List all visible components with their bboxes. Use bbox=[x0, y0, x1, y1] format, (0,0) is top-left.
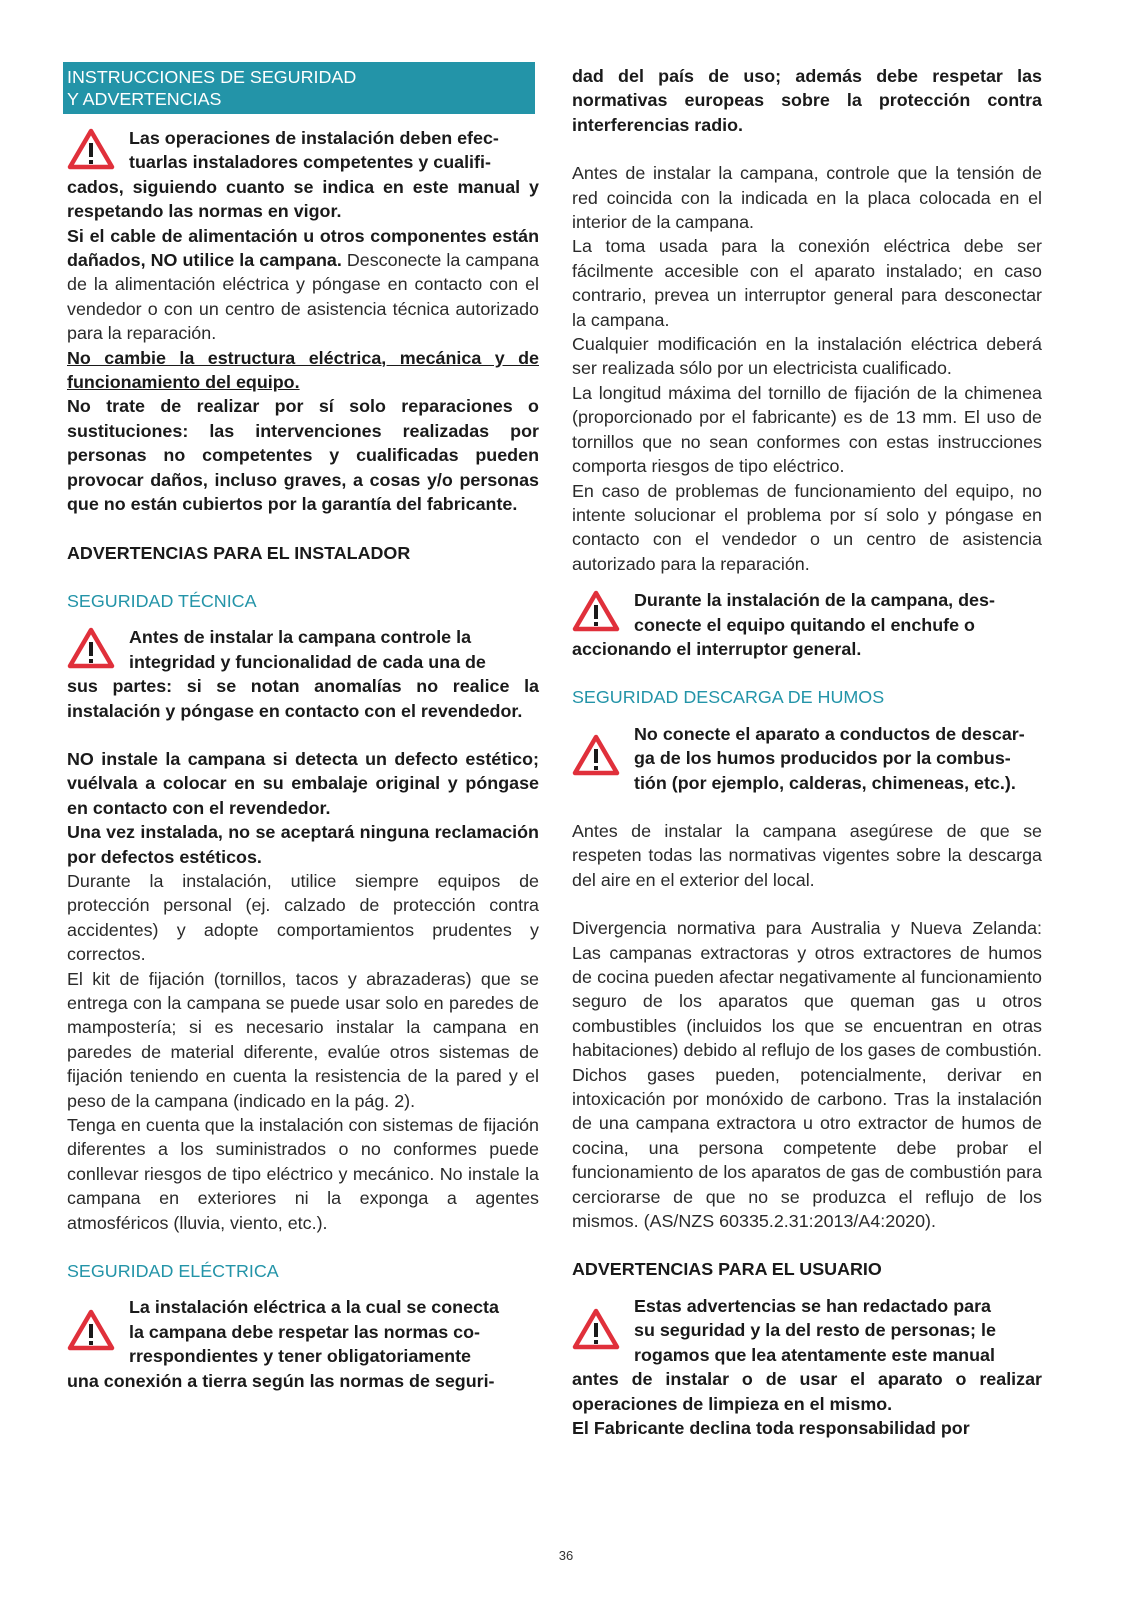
air-discharge-paragraph: Antes de instalar la campana asegúrese de que se respeten todas las normativas vigentes sobre la descarga del aire en el exterior del local. bbox=[572, 820, 1042, 890]
warning-text-line: No conecte el aparato a conductos de descar- bbox=[634, 723, 1025, 744]
warning-icon bbox=[572, 590, 620, 632]
warning-text-line: conecte el equipo quitando el enchufe o bbox=[634, 614, 975, 635]
warning-text-continuation: accionando el interruptor general. bbox=[572, 638, 862, 659]
screw-length-paragraph: La longitud máxima del tornillo de fijación de la chimenea (proporcionado por el fabricante) es de 13 mm. El uso de tornillos que no sean conformes con estas instrucciones comporta riesgos de tipo eléctrico. bbox=[572, 382, 1042, 477]
no-repair-paragraph: No trate de realizar por sí solo reparaciones o sustituciones: las intervenciones realizadas por personas no competentes y cualificadas pueden provocar daños, incluso graves, a cosas y/o personas que no están cubiertos por la garantía del fabricante. bbox=[67, 396, 539, 515]
warning-text-continuation: sus partes: si se notan anomalías no realice la instalación y póngase en contacto con el revendedor. bbox=[67, 676, 539, 721]
manufacturer-disclaimer: El Fabricante declina toda responsabilidad por bbox=[572, 1417, 970, 1438]
warning-text-line: La instalación eléctrica a la cual se conecta bbox=[129, 1297, 499, 1318]
warning-text-line: rogamos que lea atentamente este manual bbox=[634, 1344, 995, 1365]
electrical-safety-heading: SEGURIDAD ELÉCTRICA bbox=[67, 1261, 279, 1282]
warning-user bbox=[572, 1294, 1042, 1416]
header-line-1: INSTRUCCIONES DE SEGURIDAD bbox=[67, 67, 357, 87]
right-column bbox=[572, 64, 1042, 1440]
modification-paragraph: Cualquier modificación en la instalación eléctrica deberá ser realizada sólo por un electricista cualificado. bbox=[572, 334, 1042, 379]
aesthetic-defect-paragraph: NO instale la campana si detecta un defecto estético; vuélvala a colocar en su embalaje original y póngase en contacto con el revendedor. bbox=[67, 748, 539, 818]
warning-disconnect bbox=[572, 588, 1042, 661]
no-modify-paragraph: No cambie la estructura eléctrica, mecánica y de funcionamiento del equipo. bbox=[67, 347, 539, 393]
warning-installers bbox=[67, 126, 539, 224]
page-number: 36 bbox=[558, 1548, 574, 1563]
radio-interference-paragraph: dad del país de uso; además debe respetar las normativas europeas sobre la protección contra interferencias radio. bbox=[572, 66, 1042, 135]
warning-text-continuation: antes de instalar o de usar el aparato o realizar operaciones de limpieza en el mismo. bbox=[572, 1369, 1042, 1414]
warning-ducts bbox=[572, 722, 1042, 795]
warning-text-line: tión (por ejemplo, calderas, chimeneas, etc.). bbox=[634, 772, 1016, 793]
technical-safety-heading: SEGURIDAD TÉCNICA bbox=[67, 590, 257, 611]
socket-paragraph: La toma usada para la conexión eléctrica debe ser fácilmente accesible con el aparato instalado; en caso contrario, prevea un interruptor general para desconectar la campana. bbox=[572, 236, 1042, 330]
warning-text-line: Las operaciones de instalación deben efec- bbox=[129, 128, 499, 148]
warning-icon bbox=[67, 627, 115, 669]
bold-text: Si el cable de alimentación u otros componentes están dañados, NO utilice la campana. bbox=[67, 225, 539, 271]
cable-damage-paragraph bbox=[67, 224, 539, 346]
fixing-risks-paragraph: Tenga en cuenta que la instalación con sistemas de fijación diferentes a los suministrados o no conformes puede conllevar riesgos de tipo eléctrico y mecánico. No instale la campana en exteriores ni la exponga a agentes atmosféricos (lluvia, viento, etc.). bbox=[67, 1115, 539, 1233]
malfunction-paragraph: En caso de problemas de funcionamiento del equipo, no intente solucionar el problema por sí solo y póngase en contacto con el vendedor o un centro de asistencia autorizado para la reparación. bbox=[572, 480, 1042, 574]
warning-icon bbox=[572, 734, 620, 776]
warning-text-line: Estas advertencias se han redactado para bbox=[634, 1295, 991, 1316]
section-header bbox=[63, 62, 535, 114]
warning-text-line: su seguridad y la del resto de personas; le bbox=[634, 1320, 996, 1341]
warning-icon bbox=[572, 1308, 620, 1350]
warning-text-line: tuarlas instaladores competentes y cualifi- bbox=[129, 152, 491, 173]
warning-text-continuation: una conexión a tierra según las normas de seguri- bbox=[67, 1370, 495, 1391]
voltage-paragraph: Antes de instalar la campana, controle que la tensión de red coincida con la indicada en la placa colocada en el interior de la campana. bbox=[572, 163, 1042, 233]
warning-electrical bbox=[67, 1295, 539, 1393]
warning-icon bbox=[67, 1309, 115, 1351]
warning-text-line: la campana debe respetar las normas co- bbox=[129, 1321, 481, 1342]
installer-heading: ADVERTENCIAS PARA EL INSTALADOR bbox=[67, 542, 411, 563]
left-column bbox=[67, 62, 539, 1393]
warning-icon bbox=[67, 128, 115, 170]
normal-text: Desconecte la campana de la alimentación eléctrica y póngase en contacto con el vendedor o con un centro de asistencia técnica autorizado para la reparación. bbox=[67, 250, 539, 344]
no-claims-paragraph: Una vez instalada, no se aceptará ninguna reclamación por defectos estéticos. bbox=[67, 822, 539, 867]
warning-text-line: ga de los humos producidos por la combus- bbox=[634, 748, 1011, 769]
fixing-kit-paragraph: El kit de fijación (tornillos, tacos y abrazaderas) que se entrega con la campana se puede usar solo en paredes de mampostería; si es necesario instalar la campana en paredes de material diferente, evalúe otros sistemas de fijación teniendo en cuenta la resistencia de la pared y el peso de la campana (indicado en la pág. 2). bbox=[67, 968, 539, 1111]
warning-text-line: rrespondientes y tener obligatoriamente bbox=[129, 1346, 471, 1367]
protection-equipment-paragraph: Durante la instalación, utilice siempre equipos de protección personal (ej. calzado de protección contra accidentes) y adopte comportamientos prudentes y correctos. bbox=[67, 870, 539, 965]
warning-text-line: integridad y funcionalidad de cada una de bbox=[129, 651, 486, 672]
header-line-2: Y ADVERTENCIAS bbox=[67, 89, 222, 109]
warning-integrity bbox=[67, 625, 539, 723]
warning-text-continuation: cados, siguiendo cuanto se indica en este manual y respetando las normas en vigor. bbox=[67, 176, 539, 222]
warning-text-line: Durante la instalación de la campana, des- bbox=[634, 590, 995, 611]
fume-safety-heading: SEGURIDAD DESCARGA DE HUMOS bbox=[572, 687, 885, 708]
user-heading: ADVERTENCIAS PARA EL USUARIO bbox=[572, 1259, 882, 1280]
warning-text-line: Antes de instalar la campana controle la bbox=[129, 627, 472, 648]
australia-nz-paragraph: Divergencia normativa para Australia y Nueva Zelanda: Las campanas extractoras y otros extractores de humos de cocina pueden afectar negativamente al funcionamiento seguro de los aparatos que queman gas u otros combustibles (incluidos los que se encuentran en otras habitaciones) debido al reflujo de los gases de combustión. Dichos gases pueden, potencialmente, derivar en intoxicación por monóxido de carbono. Tras la instalación de una campana extractora u otro extractor de humos de cocina, una persona competente debe probar el funcionamiento de los aparatos de gas de combustión para cerciorarse de que no se produzca el reflujo de los mismos. (AS/NZS 60335.2.31:2013/A4:2020). bbox=[572, 918, 1042, 1232]
